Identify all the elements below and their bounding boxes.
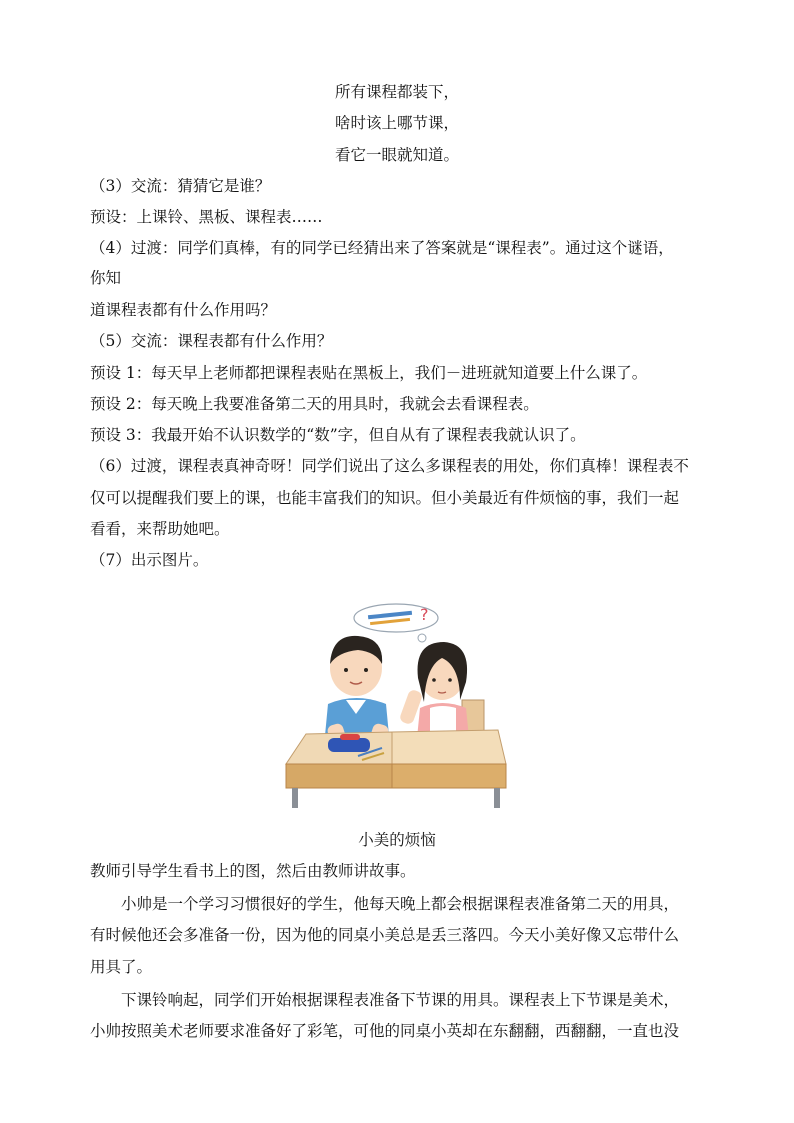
story-p2-line-2: 小帅按照美术老师要求准备好了彩笔，可他的同桌小英却在东翻翻，西翻翻，一直也没	[90, 1022, 680, 1040]
step-4-line-3: 道课程表都有什么作用吗？	[90, 301, 277, 319]
step-7: （7）出示图片。	[90, 551, 209, 569]
question-mark-icon: ?	[420, 605, 429, 624]
preset-1: 预设 1：每天早上老师都把课程表贴在黑板上，我们－进班就知道要上什么课了。	[90, 364, 648, 382]
step-5: （5）交流：课程表都有什么作用？	[90, 332, 333, 350]
children-at-desk-illustration	[284, 596, 510, 810]
poem-line-1: 所有课程都装下，	[334, 83, 459, 101]
step-4-line-2: 你知	[90, 269, 122, 287]
story-p1-line-1: 小帅是一个学习习惯很好的学生，他每天晚上都会根据课程表准备第二天的用具，	[121, 895, 680, 913]
step-6-line-2: 仅可以提醒我们要上的课，也能丰富我们的知识。但小美最近有件烦恼的事，我们一起	[90, 489, 680, 507]
preset-2: 预设 2：每天晚上我要准备第二天的用具时，我就会去看课程表。	[90, 395, 539, 413]
teacher-intro: 教师引导学生看书上的图，然后由教师讲故事。	[90, 862, 416, 880]
story-p1-line-3: 用具了。	[90, 958, 153, 976]
preset-3: 预设 3：我最开始不认识数学的“数”字，但自从有了课程表我就认识了。	[90, 426, 586, 444]
illustration	[284, 596, 510, 810]
step-6-line-1: （6）过渡，课程表真神奇呀！同学们说出了这么多课程表的用处，你们真棒！课程表不	[90, 457, 689, 475]
poem-line-3: 看它一眼就知道。	[334, 146, 459, 164]
poem-line-2: 啥时该上哪节课，	[334, 114, 459, 132]
figure-caption: 小美的烦恼	[358, 831, 436, 849]
story-p1-line-2: 有时候他还会多准备一份，因为他的同桌小美总是丢三落四。今天小美好像又忘带什么	[90, 926, 680, 944]
step-4-line-1: （4）过渡：同学们真棒，有的同学已经猜出来了答案就是“课程表”。通过这个谜语，	[90, 239, 674, 257]
step-3-preset: 预设：上课铃、黑板、课程表……	[90, 208, 323, 226]
step-6-line-3: 看看，来帮助她吧。	[90, 520, 230, 538]
step-3: （3）交流：猜猜它是谁？	[90, 177, 271, 195]
story-p2-line-1: 下课铃响起，同学们开始根据课程表准备下节课的用具。课程表上下节课是美术，	[121, 991, 680, 1009]
